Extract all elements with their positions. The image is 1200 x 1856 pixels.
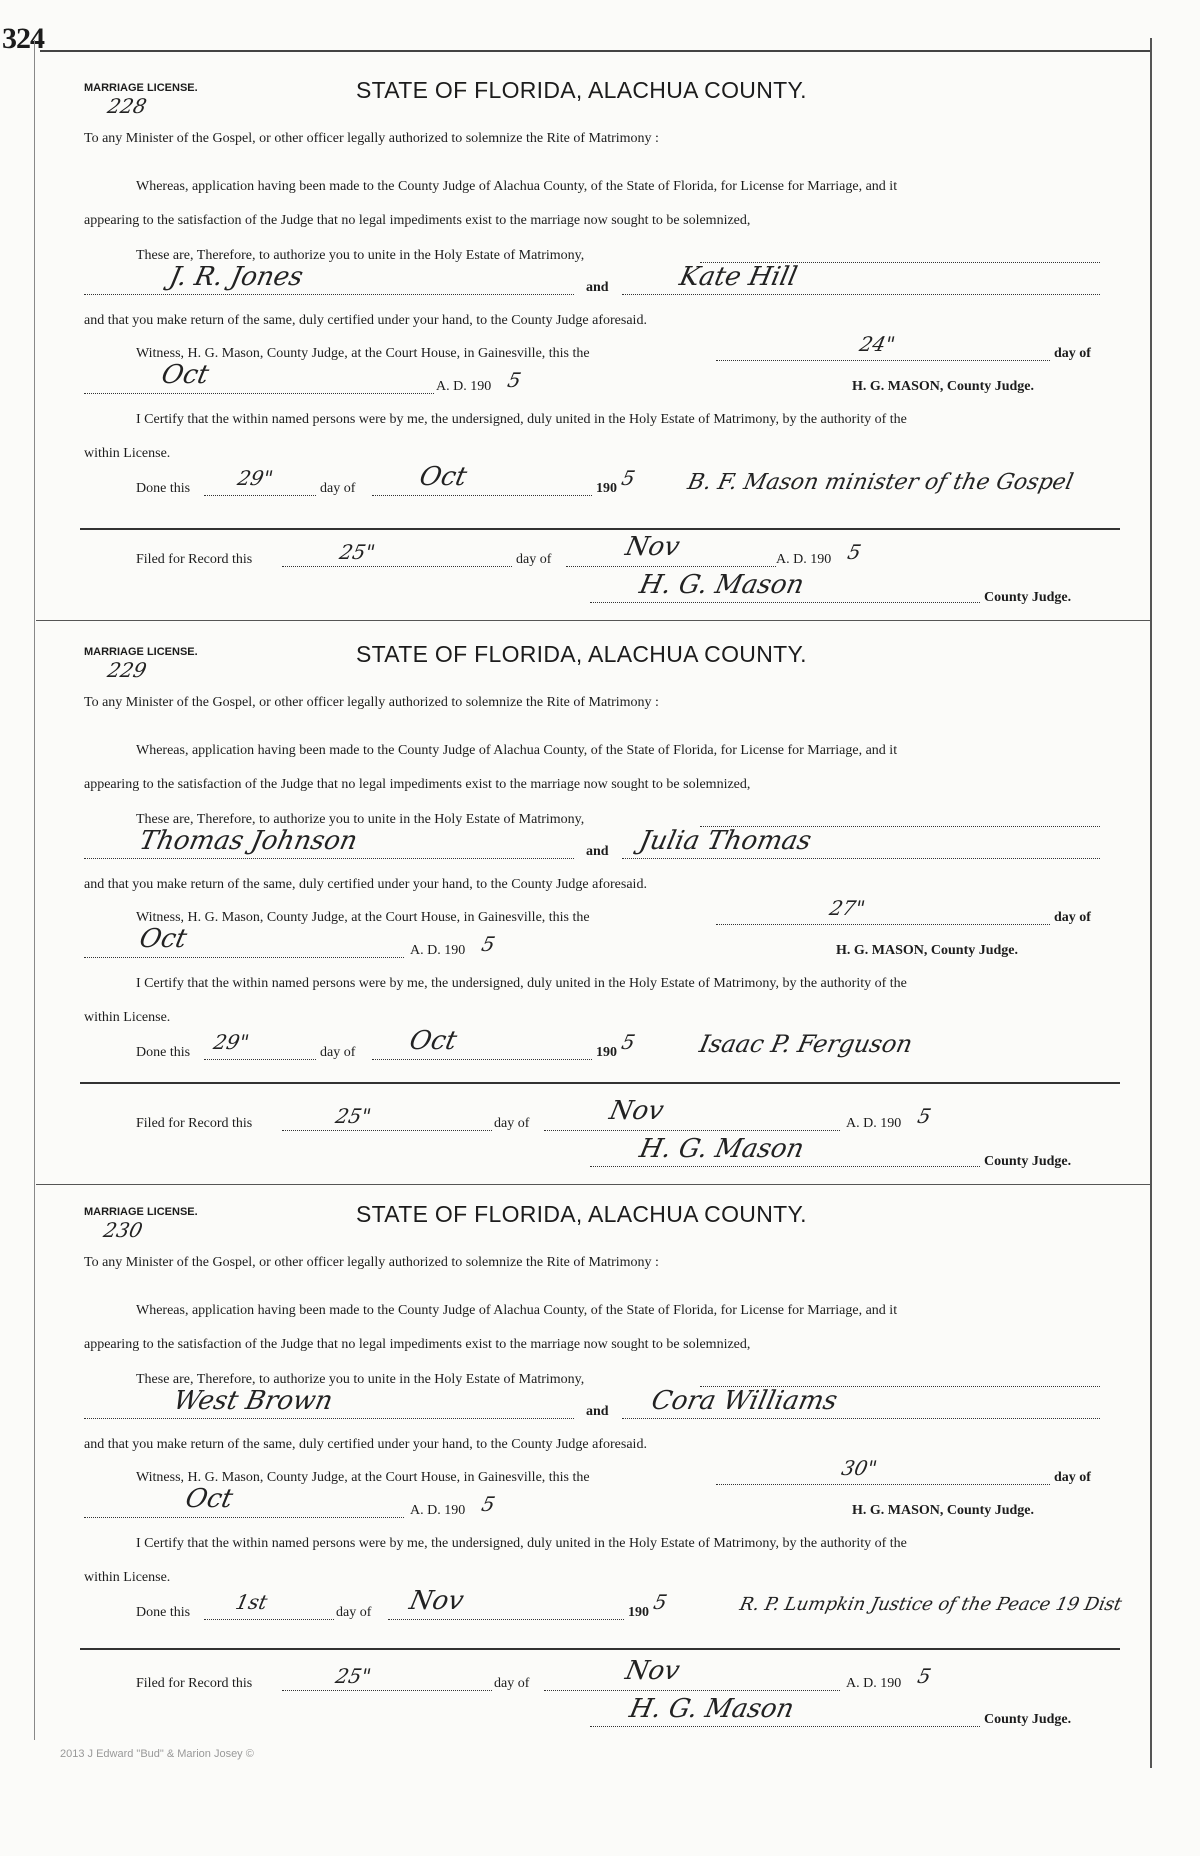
done-year-label: 190 (596, 481, 617, 496)
authorize-line: These are, Therefore, to authorize you to unite in the Holy Estate of Matrimony, (136, 812, 585, 827)
witness-line: Witness, H. G. Mason, County Judge, at the Court House, in Gainesville, this the (136, 1470, 590, 1485)
witness-year: 5 (479, 932, 498, 956)
bride-name: Julia Thomas (636, 826, 815, 856)
witness-line: Witness, H. G. Mason, County Judge, at the Court House, in Gainesville, this the (136, 346, 590, 361)
witness-day: 30" (839, 1456, 880, 1480)
license-number: 230 (101, 1218, 145, 1242)
within-license-line: within License. (84, 1010, 171, 1025)
filed-day-of-label: day of (494, 1116, 530, 1131)
judge-title: H. G. MASON, County Judge. (836, 943, 1019, 958)
state-heading: STATE OF FLORIDA, ALACHUA COUNTY. (356, 641, 807, 667)
groom-name: West Brown (170, 1386, 336, 1416)
appearing-line: appearing to the satisfaction of the Judge that no legal impediments exist to the marriage now sought to be solemnized, (84, 213, 751, 228)
done-year-label: 190 (596, 1045, 617, 1060)
witness-year: 5 (505, 368, 524, 392)
county-judge-label: County Judge. (984, 590, 1072, 605)
filed-month: Nov (606, 1096, 667, 1126)
filed-month: Nov (622, 1656, 683, 1686)
return-line: and that you make return of the same, duly certified under your hand, to the County Judge aforesaid. (84, 877, 647, 892)
filed-label: Filed for Record this (136, 1116, 253, 1131)
judge-title: H. G. MASON, County Judge. (852, 379, 1035, 394)
judge-signature: H. G. Mason (626, 1694, 797, 1724)
filed-day-of-label: day of (494, 1676, 530, 1691)
judge-title: H. G. MASON, County Judge. (852, 1503, 1035, 1518)
license-label: MARRIAGE LICENSE. (84, 82, 198, 94)
groom-name: Thomas Johnson (136, 826, 361, 856)
filed-label: Filed for Record this (136, 552, 253, 567)
witness-day: 27" (827, 896, 868, 920)
judge-signature: H. G. Mason (636, 1134, 807, 1164)
officiant-signature: Isaac P. Ferguson (697, 1030, 916, 1058)
county-judge-label: County Judge. (984, 1154, 1072, 1169)
filed-ad-label: A. D. 190 (846, 1676, 902, 1691)
witness-month: Oct (158, 360, 212, 390)
judge-signature: H. G. Mason (636, 570, 807, 600)
day-of-label: day of (1054, 910, 1091, 925)
filed-year: 5 (915, 1104, 934, 1128)
done-month: Oct (406, 1026, 460, 1056)
license-number: 228 (105, 94, 149, 118)
ad-label: A. D. 190 (436, 379, 492, 394)
address-line: To any Minister of the Gospel, or other officer legally authorized to solemnize the Rite of Matrimony : (84, 695, 659, 710)
marriage-license (0, 564, 1200, 1131)
marriage-license (0, 0, 1200, 605)
county-judge-label: County Judge. (984, 1712, 1072, 1727)
filed-year: 5 (915, 1664, 934, 1688)
filed-label: Filed for Record this (136, 1676, 253, 1691)
filed-ad-label: A. D. 190 (846, 1116, 902, 1131)
witness-line: Witness, H. G. Mason, County Judge, at the Court House, in Gainesville, this the (136, 910, 590, 925)
state-heading: STATE OF FLORIDA, ALACHUA COUNTY. (356, 1201, 807, 1227)
done-day-of-label: day of (320, 1045, 356, 1060)
copyright-notice: 2013 J Edward "Bud" & Marion Josey © (60, 1748, 254, 1760)
bride-name: Kate Hill (676, 262, 800, 292)
appearing-line: appearing to the satisfaction of the Judge that no legal impediments exist to the marriage now sought to be solemnized, (84, 1337, 751, 1352)
filed-year: 5 (845, 540, 864, 564)
address-line: To any Minister of the Gospel, or other officer legally authorized to solemnize the Rite of Matrimony : (84, 131, 659, 146)
done-this-label: Done this (136, 1605, 191, 1620)
filed-month: Nov (622, 532, 683, 562)
whereas-line: Whereas, application having been made to the County Judge of Alachua County, of the State of Florida, for License for Marriage, and it (136, 179, 898, 194)
ad-label: A. D. 190 (410, 943, 466, 958)
day-of-label: day of (1054, 346, 1091, 361)
filed-day-of-label: day of (516, 552, 552, 567)
filed-ad-label: A. D. 190 (776, 552, 832, 567)
license-label: MARRIAGE LICENSE. (84, 646, 198, 658)
done-day-of-label: day of (320, 481, 356, 496)
marriage-license (0, 1124, 1200, 1691)
officiant-signature: B. F. Mason minister of the Gospel (685, 470, 1076, 495)
address-line: To any Minister of the Gospel, or other officer legally authorized to solemnize the Rite of Matrimony : (84, 1255, 659, 1270)
license-number: 229 (105, 658, 149, 682)
certify-line: I Certify that the within named persons were by me, the undersigned, duly united in the Holy Estate of Matrimony, by the authority of the (136, 1536, 907, 1551)
and-label: and (586, 844, 609, 859)
groom-name: J. R. Jones (166, 262, 306, 292)
done-month: Oct (416, 462, 470, 492)
certify-line: I Certify that the within named persons were by me, the undersigned, duly united in the Holy Estate of Matrimony, by the authority of the (136, 976, 907, 991)
done-year: 5 (619, 466, 638, 490)
witness-month: Oct (182, 1484, 236, 1514)
day-of-label: day of (1054, 1470, 1091, 1485)
state-heading: STATE OF FLORIDA, ALACHUA COUNTY. (356, 77, 807, 103)
within-license-line: within License. (84, 446, 171, 461)
witness-month: Oct (136, 924, 190, 954)
ad-label: A. D. 190 (410, 1503, 466, 1518)
whereas-line: Whereas, application having been made to the County Judge of Alachua County, of the State of Florida, for License for Marriage, and it (136, 1303, 898, 1318)
return-line: and that you make return of the same, duly certified under your hand, to the County Judge aforesaid. (84, 313, 647, 328)
done-month: Nov (406, 1586, 467, 1616)
page-number: 324 (2, 22, 44, 55)
and-label: and (586, 1404, 609, 1419)
bride-name: Cora Williams (648, 1386, 840, 1416)
and-label: and (586, 280, 609, 295)
officiant-signature: R. P. Lumpkin Justice of the Peace 19 Dist (737, 1594, 1124, 1615)
license-label: MARRIAGE LICENSE. (84, 1206, 198, 1218)
filed-day: 25" (337, 540, 378, 564)
witness-day: 24" (857, 332, 898, 356)
appearing-line: appearing to the satisfaction of the Judge that no legal impediments exist to the marriage now sought to be solemnized, (84, 777, 751, 792)
whereas-line: Whereas, application having been made to the County Judge of Alachua County, of the State of Florida, for License for Marriage, and it (136, 743, 898, 758)
filed-day: 25" (333, 1664, 374, 1688)
done-day: 1st (233, 1590, 270, 1614)
authorize-line: These are, Therefore, to authorize you to unite in the Holy Estate of Matrimony, (136, 1372, 585, 1387)
done-day-of-label: day of (336, 1605, 372, 1620)
done-year: 5 (651, 1590, 670, 1614)
done-year-label: 190 (628, 1605, 649, 1620)
done-this-label: Done this (136, 1045, 191, 1060)
done-day: 29" (235, 466, 276, 490)
done-day: 29" (211, 1030, 252, 1054)
done-year: 5 (619, 1030, 638, 1054)
within-license-line: within License. (84, 1570, 171, 1585)
certify-line: I Certify that the within named persons were by me, the undersigned, duly united in the Holy Estate of Matrimony, by the authority of the (136, 412, 907, 427)
filed-day: 25" (333, 1104, 374, 1128)
authorize-line: These are, Therefore, to authorize you to unite in the Holy Estate of Matrimony, (136, 248, 585, 263)
done-this-label: Done this (136, 481, 191, 496)
witness-year: 5 (479, 1492, 498, 1516)
return-line: and that you make return of the same, duly certified under your hand, to the County Judge aforesaid. (84, 1437, 647, 1452)
